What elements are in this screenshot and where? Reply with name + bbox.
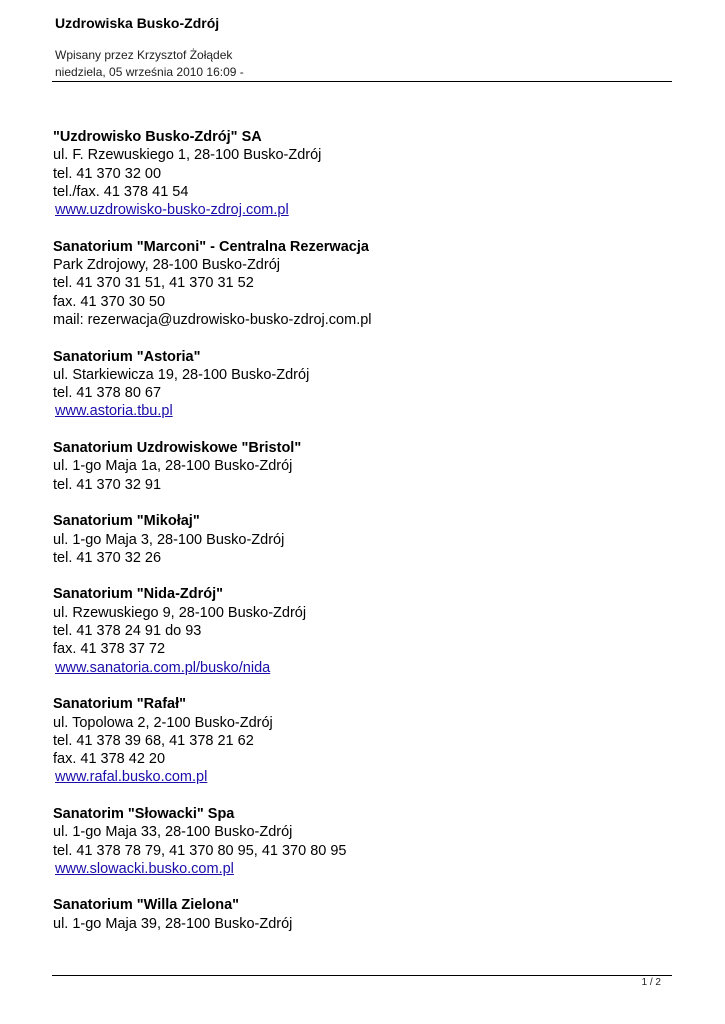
entry-detail-line: tel. 41 378 78 79, 41 370 80 95, 41 370 80 95 (53, 842, 347, 859)
sanatorium-entry (53, 128, 673, 219)
entry-detail-line: tel. 41 370 31 51, 41 370 31 52 (53, 275, 254, 292)
entry-name: Sanatorium "Marconi" - Centralna Rezerwacja (53, 238, 369, 255)
sanatorium-entry (53, 348, 673, 421)
entry-detail-line: ul. 1-go Maja 33, 28-100 Busko-Zdrój (53, 824, 293, 841)
sanatorium-entry (53, 238, 673, 329)
entry-website-link[interactable]: www.astoria.tbu.pl (55, 403, 173, 420)
entry-website-link[interactable]: www.slowacki.busko.com.pl (55, 860, 234, 877)
sanatorium-list (53, 128, 673, 951)
entry-detail-line: tel./fax. 41 378 41 54 (53, 183, 189, 200)
document-title: Uzdrowiska Busko-Zdrój (55, 15, 220, 31)
entry-name: Sanatorium "Rafał" (53, 696, 186, 713)
entry-name: Sanatorium "Willa Zielona" (53, 897, 240, 914)
sanatorium-entry (53, 512, 673, 567)
entry-website-link[interactable]: www.uzdrowisko-busko-zdroj.com.pl (55, 202, 289, 219)
entry-detail-line: mail: rezerwacja@uzdrowisko-busko-zdroj.com.pl (53, 311, 372, 328)
entry-detail-line: tel. 41 370 32 91 (53, 476, 162, 493)
entry-detail-line: ul. Rzewuskiego 9, 28-100 Busko-Zdrój (53, 604, 307, 621)
entry-detail-line: fax. 41 370 30 50 (53, 293, 166, 310)
entry-name: Sanatorim "Słowacki" Spa (53, 805, 235, 822)
entry-detail-line: Park Zdrojowy, 28-100 Busko-Zdrój (53, 257, 280, 274)
entry-detail-line: tel. 41 370 32 26 (53, 549, 162, 566)
entry-detail-line: tel. 41 378 39 68, 41 378 21 62 (53, 732, 254, 749)
entry-detail-line: fax. 41 378 42 20 (53, 751, 166, 768)
entry-detail-line: ul. 1-go Maja 1a, 28-100 Busko-Zdrój (53, 458, 293, 475)
date-line: niedziela, 05 września 2010 16:09 - (55, 65, 244, 79)
entry-name: "Uzdrowisko Busko-Zdrój" SA (53, 129, 262, 145)
sanatorium-entry (53, 585, 673, 676)
entry-detail-line: ul. Topolowa 2, 2-100 Busko-Zdrój (53, 714, 273, 731)
entry-name: Sanatorium "Nida-Zdrój" (53, 586, 224, 603)
entry-detail-line: tel. 41 370 32 00 (53, 165, 162, 182)
entry-detail-line: ul. 1-go Maja 3, 28-100 Busko-Zdrój (53, 531, 285, 548)
article-meta (55, 47, 244, 81)
page-number: 1 / 2 (641, 977, 661, 988)
entry-detail-line: tel. 41 378 80 67 (53, 385, 162, 402)
entry-detail-line: fax. 41 378 37 72 (53, 641, 166, 658)
sanatorium-entry (53, 896, 673, 933)
sanatorium-entry (53, 439, 673, 494)
entry-website-link[interactable]: www.sanatoria.com.pl/busko/nida (55, 659, 271, 676)
header-divider (52, 81, 672, 82)
entry-name: Sanatorium "Astoria" (53, 348, 201, 365)
entry-detail-line: ul. F. Rzewuskiego 1, 28-100 Busko-Zdrój (53, 147, 322, 164)
entry-website-link[interactable]: www.rafal.busko.com.pl (55, 769, 208, 786)
entry-detail-line: ul. 1-go Maja 39, 28-100 Busko-Zdrój (53, 915, 293, 932)
entry-detail-line: ul. Starkiewicza 19, 28-100 Busko-Zdrój (53, 366, 310, 383)
entry-detail-line: tel. 41 378 24 91 do 93 (53, 623, 202, 640)
footer-divider (52, 975, 672, 976)
sanatorium-entry (53, 695, 673, 786)
sanatorium-entry (53, 805, 673, 878)
entry-name: Sanatorium Uzdrowiskowe "Bristol" (53, 440, 302, 457)
entry-name: Sanatorium "Mikołaj" (53, 513, 200, 530)
author-line: Wpisany przez Krzysztof Żołądek (55, 48, 233, 62)
